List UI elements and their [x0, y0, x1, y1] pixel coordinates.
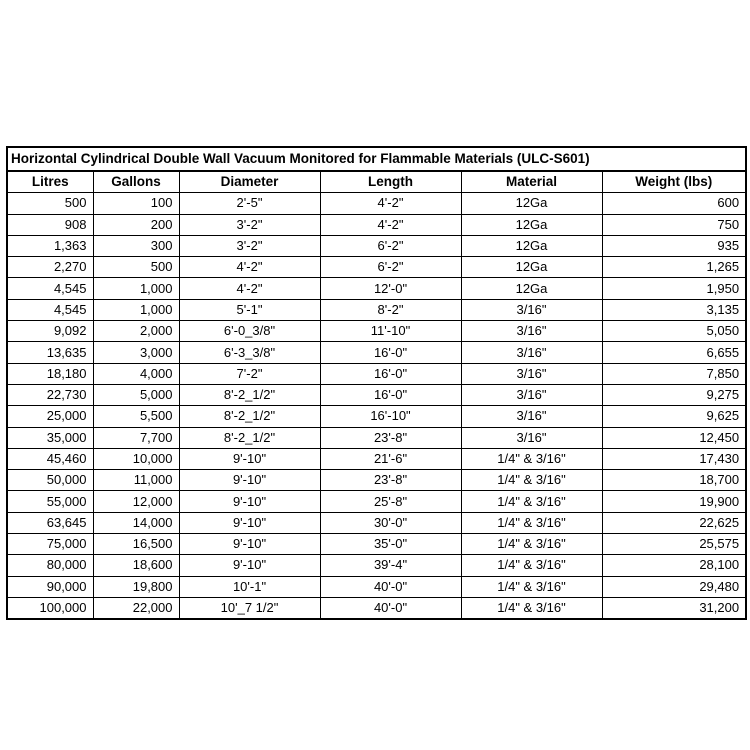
length-cell: 4'-2"	[320, 214, 461, 235]
diameter-cell: 9'-10"	[179, 534, 320, 555]
material-cell: 1/4" & 3/16"	[461, 491, 602, 512]
gallons-cell: 19,800	[93, 576, 179, 597]
weight-cell: 750	[602, 214, 746, 235]
litres-cell: 500	[7, 193, 93, 214]
table-row	[7, 427, 746, 448]
material-cell: 3/16"	[461, 384, 602, 405]
litres-cell: 2,270	[7, 257, 93, 278]
gallons-cell: 500	[93, 257, 179, 278]
diameter-cell: 6'-3_3/8"	[179, 342, 320, 363]
litres-cell: 4,545	[7, 299, 93, 320]
length-cell: 30'-0"	[320, 512, 461, 533]
diameter-cell: 9'-10"	[179, 491, 320, 512]
material-cell: 1/4" & 3/16"	[461, 555, 602, 576]
gallons-cell: 22,000	[93, 597, 179, 619]
table-row	[7, 491, 746, 512]
litres-cell: 100,000	[7, 597, 93, 619]
litres-cell: 18,180	[7, 363, 93, 384]
table-row	[7, 512, 746, 533]
diameter-cell: 3'-2"	[179, 214, 320, 235]
litres-cell: 75,000	[7, 534, 93, 555]
header-weight: Weight (lbs)	[602, 171, 746, 193]
header-litres: Litres	[7, 171, 93, 193]
diameter-cell: 8'-2_1/2"	[179, 384, 320, 405]
litres-cell: 80,000	[7, 555, 93, 576]
table-row	[7, 384, 746, 405]
length-cell: 35'-0"	[320, 534, 461, 555]
litres-cell: 55,000	[7, 491, 93, 512]
table-row	[7, 406, 746, 427]
gallons-cell: 100	[93, 193, 179, 214]
length-cell: 25'-8"	[320, 491, 461, 512]
material-cell: 3/16"	[461, 363, 602, 384]
gallons-cell: 2,000	[93, 321, 179, 342]
diameter-cell: 2'-5"	[179, 193, 320, 214]
header-length: Length	[320, 171, 461, 193]
table-row	[7, 342, 746, 363]
diameter-cell: 3'-2"	[179, 235, 320, 256]
length-cell: 16'-0"	[320, 363, 461, 384]
material-cell: 12Ga	[461, 235, 602, 256]
table-row	[7, 214, 746, 235]
litres-cell: 1,363	[7, 235, 93, 256]
material-cell: 1/4" & 3/16"	[461, 470, 602, 491]
material-cell: 12Ga	[461, 193, 602, 214]
spec-table-container	[6, 146, 745, 620]
material-cell: 1/4" & 3/16"	[461, 597, 602, 619]
litres-cell: 50,000	[7, 470, 93, 491]
gallons-cell: 200	[93, 214, 179, 235]
table-body	[7, 193, 746, 619]
gallons-cell: 3,000	[93, 342, 179, 363]
diameter-cell: 9'-10"	[179, 555, 320, 576]
material-cell: 3/16"	[461, 406, 602, 427]
length-cell: 40'-0"	[320, 576, 461, 597]
table-row	[7, 597, 746, 619]
header-material: Material	[461, 171, 602, 193]
litres-cell: 13,635	[7, 342, 93, 363]
gallons-cell: 12,000	[93, 491, 179, 512]
litres-cell: 9,092	[7, 321, 93, 342]
material-cell: 1/4" & 3/16"	[461, 512, 602, 533]
table-row	[7, 278, 746, 299]
weight-cell: 19,900	[602, 491, 746, 512]
gallons-cell: 1,000	[93, 299, 179, 320]
weight-cell: 28,100	[602, 555, 746, 576]
length-cell: 6'-2"	[320, 257, 461, 278]
material-cell: 12Ga	[461, 278, 602, 299]
table-row	[7, 299, 746, 320]
diameter-cell: 10'_7 1/2"	[179, 597, 320, 619]
length-cell: 23'-8"	[320, 470, 461, 491]
gallons-cell: 5,500	[93, 406, 179, 427]
length-cell: 16'-10"	[320, 406, 461, 427]
weight-cell: 25,575	[602, 534, 746, 555]
gallons-cell: 7,700	[93, 427, 179, 448]
header-diameter: Diameter	[179, 171, 320, 193]
length-cell: 23'-8"	[320, 427, 461, 448]
gallons-cell: 11,000	[93, 470, 179, 491]
gallons-cell: 300	[93, 235, 179, 256]
diameter-cell: 7'-2"	[179, 363, 320, 384]
header-gallons: Gallons	[93, 171, 179, 193]
material-cell: 1/4" & 3/16"	[461, 576, 602, 597]
weight-cell: 29,480	[602, 576, 746, 597]
weight-cell: 17,430	[602, 448, 746, 469]
table-row	[7, 257, 746, 278]
diameter-cell: 6'-0_3/8"	[179, 321, 320, 342]
diameter-cell: 4'-2"	[179, 278, 320, 299]
diameter-cell: 9'-10"	[179, 512, 320, 533]
table-row	[7, 448, 746, 469]
weight-cell: 7,850	[602, 363, 746, 384]
gallons-cell: 10,000	[93, 448, 179, 469]
table-row	[7, 555, 746, 576]
material-cell: 1/4" & 3/16"	[461, 448, 602, 469]
gallons-cell: 5,000	[93, 384, 179, 405]
table-title: Horizontal Cylindrical Double Wall Vacuum Monitored for Flammable Materials (ULC-S601)	[7, 147, 746, 171]
litres-cell: 63,645	[7, 512, 93, 533]
gallons-cell: 18,600	[93, 555, 179, 576]
material-cell: 3/16"	[461, 299, 602, 320]
gallons-cell: 1,000	[93, 278, 179, 299]
length-cell: 39'-4"	[320, 555, 461, 576]
material-cell: 12Ga	[461, 214, 602, 235]
diameter-cell: 4'-2"	[179, 257, 320, 278]
diameter-cell: 9'-10"	[179, 470, 320, 491]
weight-cell: 5,050	[602, 321, 746, 342]
length-cell: 12'-0"	[320, 278, 461, 299]
length-cell: 8'-2"	[320, 299, 461, 320]
gallons-cell: 16,500	[93, 534, 179, 555]
weight-cell: 31,200	[602, 597, 746, 619]
length-cell: 11'-10"	[320, 321, 461, 342]
weight-cell: 6,655	[602, 342, 746, 363]
length-cell: 4'-2"	[320, 193, 461, 214]
litres-cell: 22,730	[7, 384, 93, 405]
diameter-cell: 9'-10"	[179, 448, 320, 469]
table-row	[7, 534, 746, 555]
length-cell: 16'-0"	[320, 342, 461, 363]
tank-spec-table	[6, 146, 747, 620]
weight-cell: 12,450	[602, 427, 746, 448]
weight-cell: 1,265	[602, 257, 746, 278]
gallons-cell: 14,000	[93, 512, 179, 533]
litres-cell: 25,000	[7, 406, 93, 427]
length-cell: 6'-2"	[320, 235, 461, 256]
length-cell: 40'-0"	[320, 597, 461, 619]
length-cell: 16'-0"	[320, 384, 461, 405]
table-row	[7, 363, 746, 384]
material-cell: 3/16"	[461, 321, 602, 342]
litres-cell: 4,545	[7, 278, 93, 299]
material-cell: 3/16"	[461, 427, 602, 448]
table-row	[7, 193, 746, 214]
weight-cell: 22,625	[602, 512, 746, 533]
diameter-cell: 8'-2_1/2"	[179, 427, 320, 448]
length-cell: 21'-6"	[320, 448, 461, 469]
diameter-cell: 10'-1"	[179, 576, 320, 597]
table-row	[7, 321, 746, 342]
diameter-cell: 5'-1"	[179, 299, 320, 320]
diameter-cell: 8'-2_1/2"	[179, 406, 320, 427]
table-header-row	[7, 171, 746, 193]
table-title-row	[7, 147, 746, 171]
material-cell: 3/16"	[461, 342, 602, 363]
litres-cell: 908	[7, 214, 93, 235]
weight-cell: 3,135	[602, 299, 746, 320]
weight-cell: 9,625	[602, 406, 746, 427]
weight-cell: 935	[602, 235, 746, 256]
material-cell: 12Ga	[461, 257, 602, 278]
weight-cell: 1,950	[602, 278, 746, 299]
table-row	[7, 470, 746, 491]
gallons-cell: 4,000	[93, 363, 179, 384]
weight-cell: 600	[602, 193, 746, 214]
weight-cell: 18,700	[602, 470, 746, 491]
weight-cell: 9,275	[602, 384, 746, 405]
material-cell: 1/4" & 3/16"	[461, 534, 602, 555]
litres-cell: 45,460	[7, 448, 93, 469]
table-row	[7, 235, 746, 256]
litres-cell: 90,000	[7, 576, 93, 597]
table-row	[7, 576, 746, 597]
litres-cell: 35,000	[7, 427, 93, 448]
